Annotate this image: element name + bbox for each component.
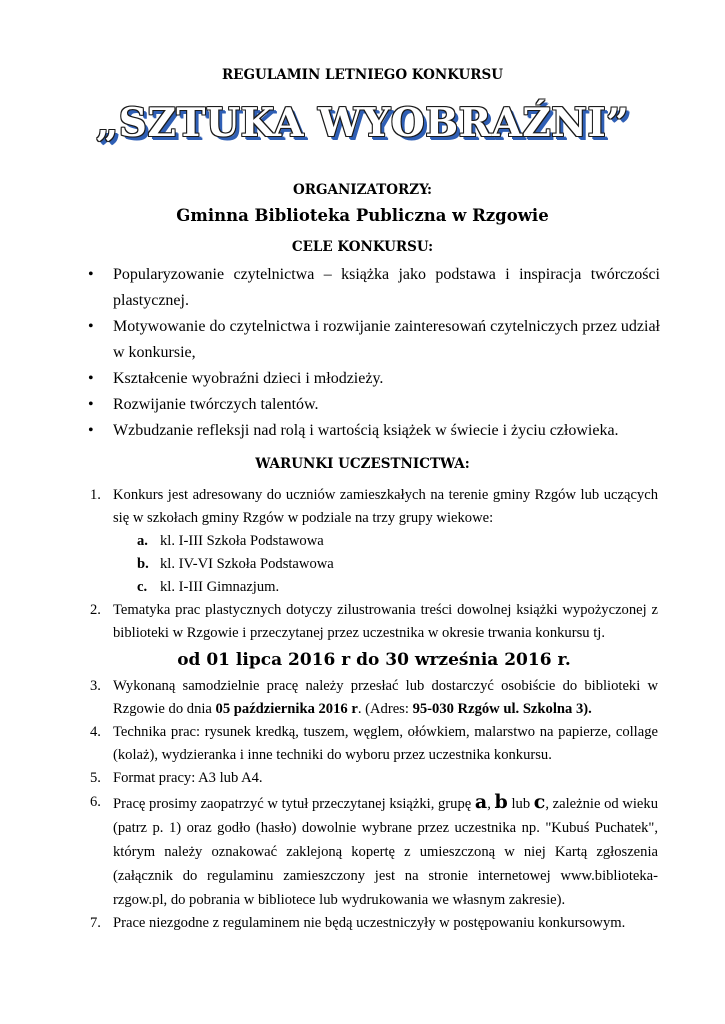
rule-2: 2. Tematyka prac plastycznych dotyczy zilustrowania treści dowolnej książki wypożyczonej z biblioteki w Rzgowie i przeczytanej przez uczestnika w okresie trwania konkursu tj. od 01 lipca 2016 r do 30 września 2016 r. <box>90 599 658 675</box>
list-item: • Kształcenie wyobraźni dzieci i młodzieży. <box>88 366 660 392</box>
rule-3: 3. Wykonaną samodzielnie pracę należy przesłać lub dostarczyć osobiście do biblioteki w Rzgowie do dnia 05 października 2016 r. (Adres: 95-030 Rzgów ul. Szkolna 3). <box>90 678 658 717</box>
rule-6: 6. Pracę prosimy zaopatrzyć w tytuł przeczytanej książki, grupę a, b lub c, zależnie od wieku (patrz p. 1) oraz godło (hasło) dowolnie wybrane przez uczestnika np. "Kubuś Puchatek", którym należy oznakować zaklejoną kopertę z umieszczoną w niej Kartą zgłoszenia (załącznik do regulaminu zamieszczony jest na stronie internetowej www.biblioteka-rzgow.pl, do pobrania w bibliotece lub wydrukowania we własnym zakresie). <box>90 791 658 908</box>
bullet-icon: • <box>88 422 94 439</box>
age-group-c: c. kl. I-III Gimnazjum. <box>137 579 280 595</box>
bullet-icon: • <box>88 370 94 387</box>
goals-heading: CELE KONKURSU: <box>291 239 434 255</box>
rule-7: 7. Prace niezgodne z regulaminem nie będą uczestniczyły w postępowaniu konkursowym. <box>90 915 626 931</box>
goals-list <box>88 262 660 444</box>
bullet-icon: • <box>88 396 94 413</box>
contest-name: „SZTUKA WYOBRAŹNI” <box>95 100 630 146</box>
list-item: • Wzbudzanie refleksji nad rolą i wartością książek w świecie i życiu człowieka. <box>88 418 660 444</box>
bullet-icon: • <box>88 266 94 283</box>
organizers-heading: ORGANIZATORZY: <box>292 182 433 198</box>
rule-1: 1. Konkurs jest adresowany do uczniów zamieszkałych na terenie gminy Rzgów lub uczących się w szkołach gminy Rzgów w podziale na trzy grupy wiekowe: <box>90 487 658 526</box>
conditions-list <box>90 484 658 935</box>
rule-4: 4. Technika prac: rysunek kredką, tuszem, węglem, ołówkiem, malarstwo na papierze, collage (kolaż), wydzieranka i inne techniki do wyboru przez uczestnika konkursu. <box>90 724 658 763</box>
age-group-a: a. kl. I-III Szkoła Podstawowa <box>137 533 324 549</box>
bullet-icon: • <box>88 318 94 335</box>
deadline: 05 października 2016 r <box>215 701 358 717</box>
age-group-b: b. kl. IV-VI Szkoła Podstawowa <box>137 556 334 572</box>
list-item: • Popularyzowanie czytelnictwa – książka jako podstawa i inspiracja twórczości plastycznej. <box>88 262 660 314</box>
contest-date-range: od 01 lipca 2016 r do 30 września 2016 r. <box>177 650 571 670</box>
rule-5: 5. Format pracy: A3 lub A4. <box>90 770 263 786</box>
list-item: • Rozwijanie twórczych talentów. <box>88 392 660 418</box>
conditions-heading: WARUNKI UCZESTNICTWA: <box>255 456 470 472</box>
list-item: • Motywowanie do czytelnictwa i rozwijanie zainteresowań czytelniczych przez udział w konkursie, <box>88 314 660 366</box>
regulation-title: REGULAMIN LETNIEGO KONKURSU <box>221 67 504 83</box>
organizer-name: Gminna Biblioteka Publiczna w Rzgowie <box>176 206 549 225</box>
address: 95-030 Rzgów ul. Szkolna 3). <box>412 701 592 717</box>
